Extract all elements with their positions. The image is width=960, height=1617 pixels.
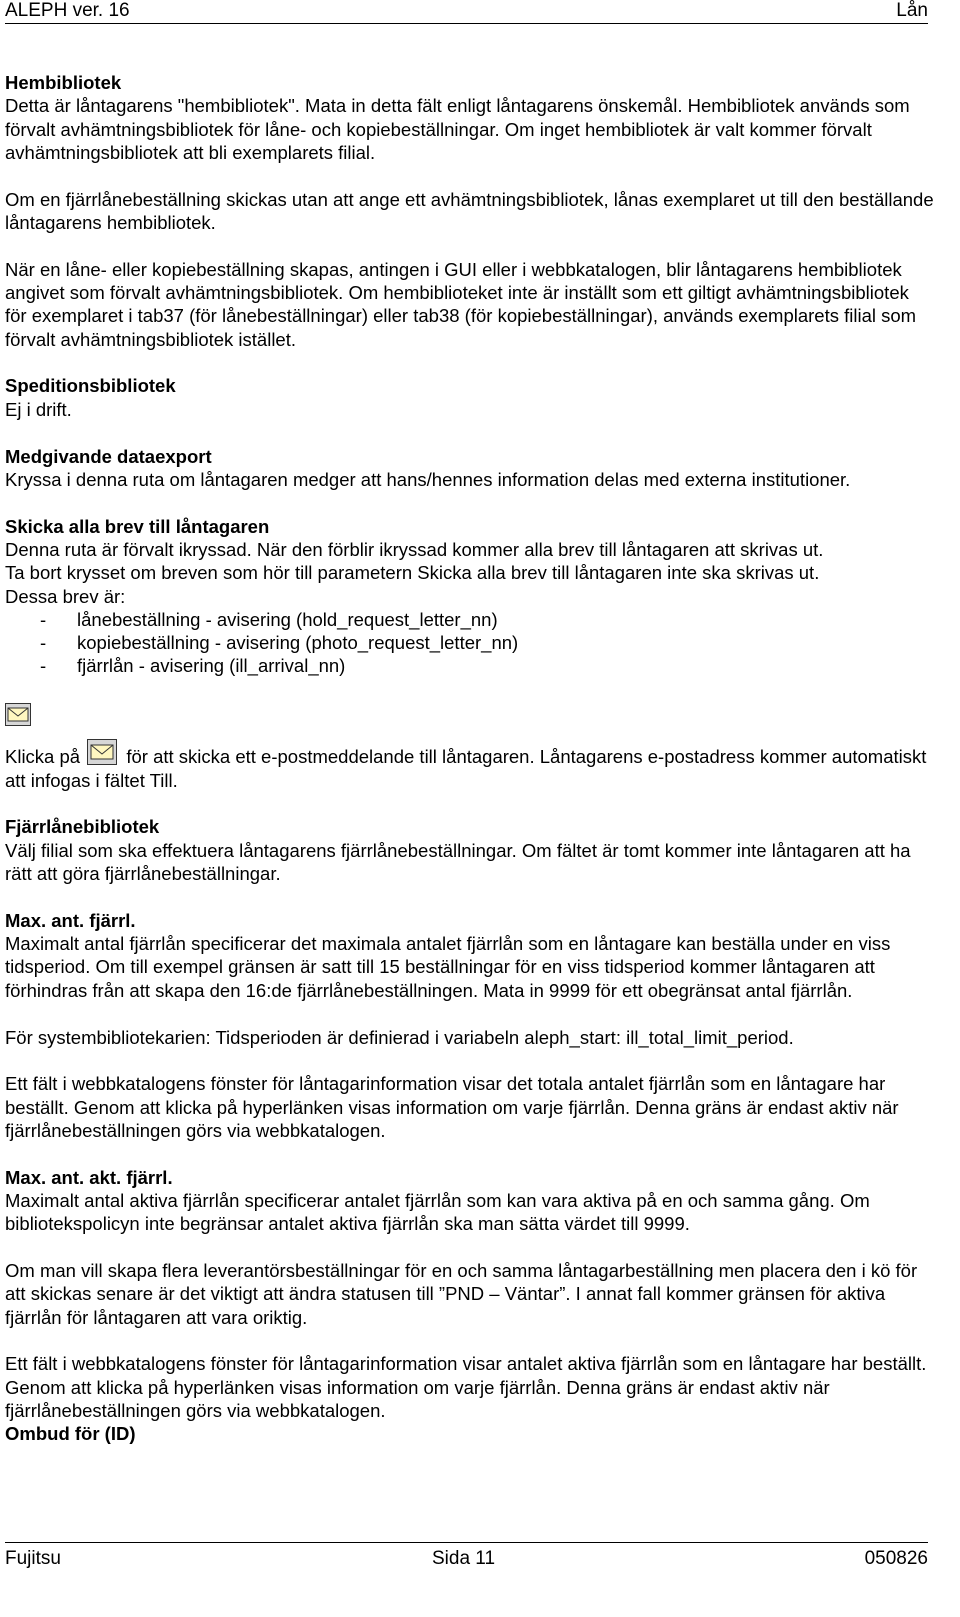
- document-body: [5, 71, 935, 1446]
- fjarrlanebibliotek-text: Välj filial som ska effektuera låntagarens fjärrlånebeställningar. Om fältet är tomt kommer inte låntagaren att ha rätt att göra fjärrlånebeställningar.: [5, 839, 911, 885]
- skicka-brev-line-2: Ta bort krysset om breven som hör till parametern Skicka alla brev till låntagaren inte ska skrivas ut.: [5, 562, 820, 584]
- max-fjarrl-paragraph-1: Maximalt antal fjärrlån specificerar det maximala antalet fjärrlån som en låntagare kan beställa under en viss tidsperiod. Om till exempel gränsen är satt till 15 beställningar för en viss tidsperiod kommer låntagaren att förhindras från att skapa den 16:de fjärrlånebeställningen. Mata in 9999 för ett obegränsat antal fjärrlån.: [5, 933, 891, 1001]
- list-item: - lånebeställning - avisering (hold_request_letter_nn): [40, 608, 498, 630]
- heading-fjarrlanebibliotek: Fjärrlånebibliotek: [5, 816, 160, 838]
- list-item: - fjärrlån - avisering (ill_arrival_nn): [40, 655, 346, 677]
- page-footer: [5, 1542, 928, 1571]
- hembibliotek-paragraph-1: Detta är låntagarens "hembibliotek". Mata in detta fält enligt låntagarens önskemål. Hembibliotek används som förvalt avhämtningsbibliotek för låne- och kopiebeställningar. Om inget hembibliotek är valt kommer förvalt avhämtningsbibliotek att bli exemplarets filial.: [5, 95, 910, 163]
- footer-company: Fujitsu: [5, 1548, 61, 1569]
- heading-max-fjarrl: Max. ant. fjärrl.: [5, 909, 136, 931]
- max-akt-fjarrl-paragraph-2: Om man vill skapa flera leverantörsbeställningar för en och samma låntagarbeställning men placera den i kö för att skickas senare är det viktigt att ändra statusen till ”PND – Väntar”. I annat fall kommer gränsen för aktiva fjärrlån för låntagaren att vara oriktig.: [5, 1260, 918, 1328]
- envelope-icon-standalone: [5, 702, 935, 727]
- footer-page-number: Sida 11: [432, 1548, 496, 1569]
- hembibliotek-paragraph-3: När en låne- eller kopiebeställning skapas, antingen i GUI eller i webbkatalogen, blir låntagarens hembibliotek angivet som förvalt avhämtningsbibliotek. Om hembiblioteket inte är inställt som ett giltigt avhämtningsbibliotek för exemplaret i tab37 (för lånebeställningar) eller tab38 (för kopiebeställningar), används exemplarets filial som förvalt avhämtningsbibliotek istället.: [5, 258, 917, 350]
- max-akt-fjarrl-paragraph-3: Ett fält i webbkatalogens fönster för låntagarinformation visar antalet aktiva fjärrlån som en låntagare har beställt. Genom att klicka på hyperlänken visas information om varje fjärrlån. Denna gräns är endast aktiv när fjärrlånebeställningen görs via webbkatalogen.: [5, 1353, 927, 1422]
- medgivande-text: Kryssa i denna ruta om låntagaren medger att hans/hennes information delas med externa institutioner.: [5, 468, 851, 490]
- heading-hembibliotek: Hembibliotek: [5, 72, 122, 93]
- hembibliotek-paragraph-2: Om en fjärrlånebeställning skickas utan att ange ett avhämtningsbibliotek, lånas exemplaret ut till den beställande låntagarens hembibliotek.: [5, 188, 934, 233]
- heading-medgivande: Medgivande dataexport: [5, 445, 212, 467]
- speditionsbibliotek-text: Ej i drift.: [5, 398, 72, 420]
- letter-list: [5, 608, 935, 678]
- envelope-icon[interactable]: [5, 703, 31, 726]
- heading-ombud: Ombud för (ID): [5, 1423, 136, 1445]
- heading-skicka-brev: Skicka alla brev till låntagaren: [5, 515, 270, 537]
- list-item: - kopiebeställning - avisering (photo_request_letter_nn): [40, 632, 519, 654]
- max-akt-fjarrl-paragraph-1: Maximalt antal aktiva fjärrlån specificerar antalet fjärrlån som kan vara aktiva på en och samma gång. Om bibliotekspolicyn inte begränsar antalet aktiva fjärrlån ska man sätta värdet till 9999.: [5, 1190, 870, 1235]
- heading-max-akt-fjarrl: Max. ant. akt. fjärrl.: [5, 1166, 173, 1188]
- header-product: ALEPH ver. 16: [5, 0, 130, 21]
- email-instruction: Klicka på för att skicka ett e-postmeddelande till låntagaren. Låntagarens e-postadress kommer automatiskt att infogas i fältet Till.: [5, 739, 935, 792]
- footer-date: 050826: [864, 1548, 928, 1569]
- skicka-brev-line-3: Dessa brev är:: [5, 585, 126, 607]
- header-chapter: Lån: [896, 0, 928, 21]
- page-header: [5, 0, 928, 24]
- heading-speditionsbibliotek: Speditionsbibliotek: [5, 375, 176, 397]
- max-fjarrl-paragraph-3: Ett fält i webbkatalogens fönster för låntagarinformation visar det totala antalet fjärrlån som en låntagare har beställt. Genom att klicka på hyperlänken visas information om varje fjärrlån. Denna gräns är endast aktiv när fjärrlånebeställningen görs via webbkatalogen.: [5, 1073, 899, 1141]
- max-fjarrl-paragraph-2: För systembibliotekarien: Tidsperioden är definierad i variabeln aleph_start: ill_total_limit_period.: [5, 1026, 794, 1048]
- envelope-icon[interactable]: [87, 739, 117, 765]
- skicka-brev-line-1: Denna ruta är förvalt ikryssad. När den förblir ikryssad kommer alla brev till låntagaren att skrivas ut.: [5, 538, 824, 560]
